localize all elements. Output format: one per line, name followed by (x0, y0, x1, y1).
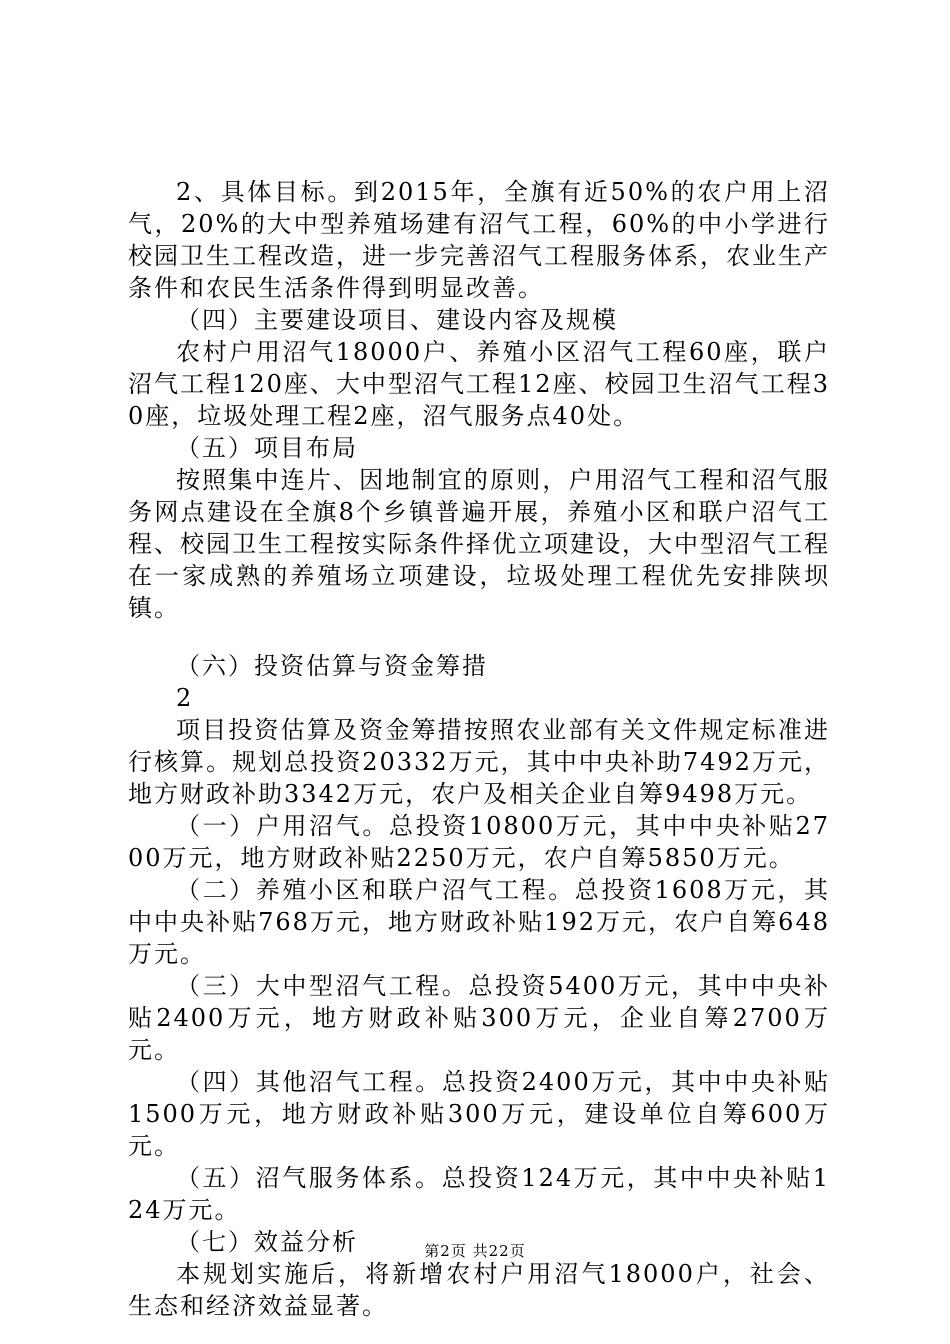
service-system-paragraph: （五）沼气服务体系。总投资124万元，其中中央补贴124万元。 (128, 1164, 830, 1224)
section-four-heading: （四）主要建设项目、建设内容及规模 (176, 306, 618, 334)
construction-scale-paragraph: 农村户用沼气18000户、养殖小区沼气工程60座，联户沼气工程120座、大中型沼气工程12座、校园卫生沼气工程30座，垃圾处理工程2座，沼气服务点40处。 (128, 338, 830, 430)
section-five-heading: （五）项目布局 (176, 434, 358, 462)
paragraph-gap (128, 624, 830, 650)
project-layout-paragraph: 按照集中连片、因地制宜的原则，户用沼气工程和沼气服务网点建设在全旗8个乡镇普遍开展，养殖小区和联户沼气工程、校园卫生工程按实际条件择优立项建设，大中型沼气工程在一家成熟的养殖场立项建设，垃圾处理工程优先安排陕坝镇。 (128, 466, 830, 622)
inline-page-number: 2 (176, 684, 194, 712)
large-medium-biogas-paragraph: （三）大中型沼气工程。总投资5400万元，其中中央补贴2400万元，地方财政补贴300万元，企业自筹2700万元。 (128, 972, 830, 1064)
household-biogas-paragraph: （一）户用沼气。总投资10800万元，其中中央补贴2700万元，地方财政补贴2250万元，农户自筹5850万元。 (128, 812, 830, 872)
other-biogas-paragraph: （四）其他沼气工程。总投资2400万元，其中中央补贴1500万元，地方财政补贴300万元，建设单位自筹600万元。 (128, 1068, 830, 1160)
goal-paragraph: 2、具体目标。到2015年，全旗有近50%的农户用上沼气，20%的大中型养殖场建有沼气工程，60%的中小学进行校园卫生工程改造，进一步完善沼气工程服务体系，农业生产条件和农民生活条件得到明显改善。 (128, 178, 830, 302)
section-seven-heading: （七）效益分析 (176, 1228, 358, 1256)
benefit-paragraph: 本规划实施后，将新增农村户用沼气18000户，社会、生态和经济效益显著。 (128, 1260, 830, 1320)
investment-summary-paragraph: 项目投资估算及资金筹措按照农业部有关文件规定标准进行核算。规划总投资20332万元，其中中央补助7492万元，地方财政补助3342万元，农户及相关企业自筹9498万元。 (128, 716, 830, 808)
section-six-heading: （六）投资估算与资金筹措 (176, 652, 488, 680)
farming-community-paragraph: （二）养殖小区和联户沼气工程。总投资1608万元，其中中央补贴768万元，地方财政补贴192万元，农户自筹648万元。 (128, 876, 830, 968)
page-footer: 第2页 共22页 (424, 1242, 526, 1260)
